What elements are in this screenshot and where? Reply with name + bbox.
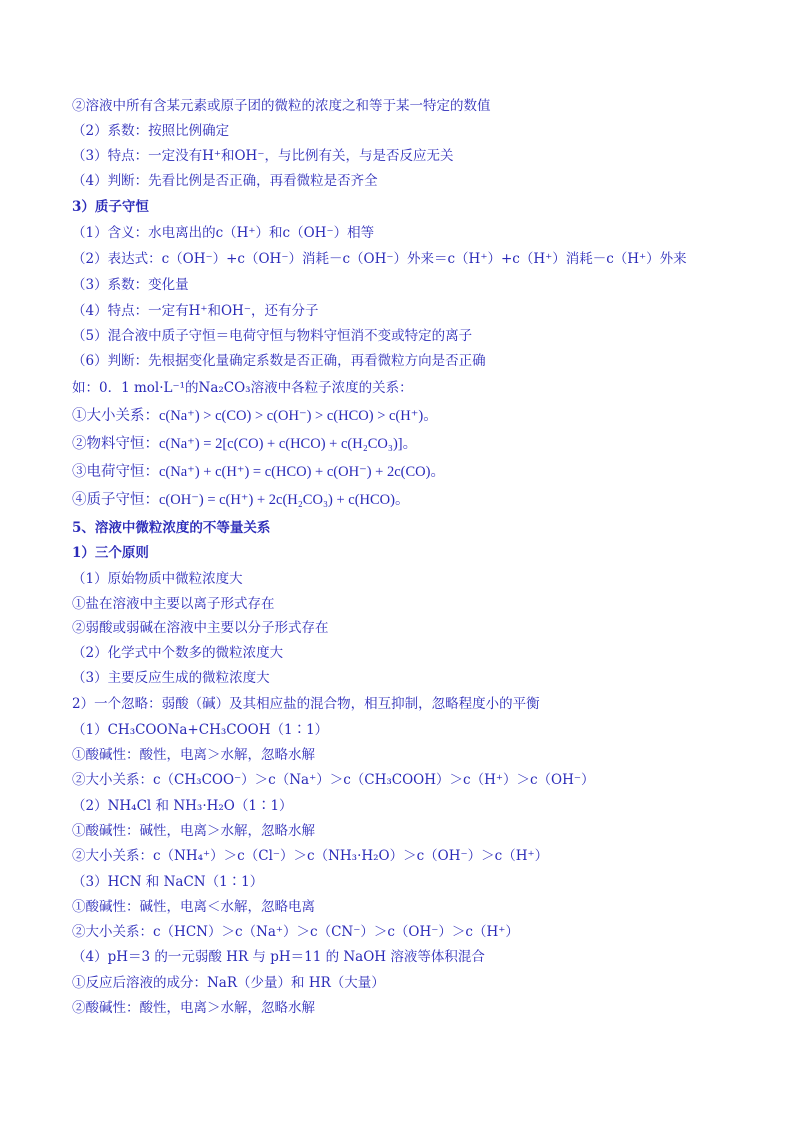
section-heading: 1）三个原则	[72, 545, 149, 561]
equation-line: ③电荷守恒：c(Na⁺) + c(H⁺) = c(HCO) + c(OH⁻) + 2c(CO)。	[72, 464, 445, 480]
text-line: （3）系数：变化量	[72, 277, 189, 293]
text-line: ①酸碱性：碱性，电离＞水解，忽略水解	[72, 823, 315, 839]
text-line: （4）特点：一定有H⁺和OH⁻，还有分子	[72, 303, 319, 319]
text-line: ②大小关系：c（NH₄⁺）＞c（Cl⁻）＞c（NH₃·H₂O）＞c（OH⁻）＞c（H⁺）	[72, 848, 549, 864]
text-line: （1）含义：水电离出的c（H⁺）和c（OH⁻）相等	[72, 225, 375, 241]
text-line: （3）HCN 和 NaCN（1∶1）	[72, 874, 264, 890]
text-line: （4）pH＝3 的一元弱酸 HR 与 pH＝11 的 NaOH 溶液等体积混合	[72, 949, 485, 965]
text-line: （6）判断：先根据变化量确定系数是否正确，再看微粒方向是否正确	[72, 353, 486, 369]
text-line: ②酸碱性：酸性，电离＞水解，忽略水解	[72, 1000, 315, 1016]
text-line: （1）CH₃COONa+CH₃COOH（1∶1）	[72, 722, 329, 738]
text-line: （2）表达式：c（OH⁻）+c（OH⁻）消耗－c（OH⁻）外来＝c（H⁺）+c（H⁺）消耗－c（H⁺）外来	[72, 251, 687, 267]
text-line: ②大小关系：c（HCN）＞c（Na⁺）＞c（CN⁻）＞c（OH⁻）＞c（H⁺）	[72, 924, 519, 940]
text-line: （3）主要反应生成的微粒浓度大	[72, 670, 270, 686]
text-line: （1）原始物质中微粒浓度大	[72, 571, 243, 587]
section-heading: 3）质子守恒	[72, 199, 149, 215]
text-line: ②溶液中所有含某元素或原子团的微粒的浓度之和等于某一特定的数值	[72, 98, 491, 114]
text-line: 2）一个忽略：弱酸（碱）及其相应盐的混合物，相互抑制，忽略程度小的平衡	[72, 696, 540, 712]
text-line: （2）系数：按照比例确定	[72, 123, 230, 139]
text-line: ②弱酸或弱碱在溶液中主要以分子形式存在	[72, 620, 329, 636]
equation-line: ①大小关系：c(Na⁺) > c(CO) > c(OH⁻) > c(HCO) > c(H⁺)。	[72, 408, 438, 424]
text-line: （2）化学式中个数多的微粒浓度大	[72, 645, 284, 661]
text-line: （2）NH₄Cl 和 NH₃·H₂O（1∶1）	[72, 798, 293, 814]
text-line: ①酸碱性：酸性，电离＞水解，忽略水解	[72, 747, 315, 763]
section-heading: 5、溶液中微粒浓度的不等量关系	[72, 520, 271, 536]
equation-line: ④质子守恒：c(OH⁻) = c(H⁺) + 2c(H₂CO₃) + c(HCO)。	[72, 492, 410, 508]
text-line: ①酸碱性：碱性，电离＜水解，忽略电离	[72, 899, 315, 915]
text-line: ①反应后溶液的成分：NaR（少量）和 HR（大量）	[72, 975, 385, 991]
text-line: （5）混合液中质子守恒＝电荷守恒与物料守恒消不变或特定的离子	[72, 328, 473, 344]
text-line: ①盐在溶液中主要以离子形式存在	[72, 596, 275, 612]
text-line: 如：0．1 mol·L⁻¹的Na₂CO₃溶液中各粒子浓度的关系：	[72, 380, 413, 396]
text-line: （3）特点：一定没有H⁺和OH⁻，与比例有关，与是否反应无关	[72, 148, 454, 164]
text-line: （4）判断：先看比例是否正确，再看微粒是否齐全	[72, 173, 378, 189]
equation-line: ②物料守恒：c(Na⁺) = 2[c(CO) + c(HCO) + c(H₂CO₃)]。	[72, 436, 418, 452]
text-line: ②大小关系：c（CH₃COO⁻）＞c（Na⁺）＞c（CH₃COOH）＞c（H⁺）＞c（OH⁻）	[72, 772, 595, 788]
